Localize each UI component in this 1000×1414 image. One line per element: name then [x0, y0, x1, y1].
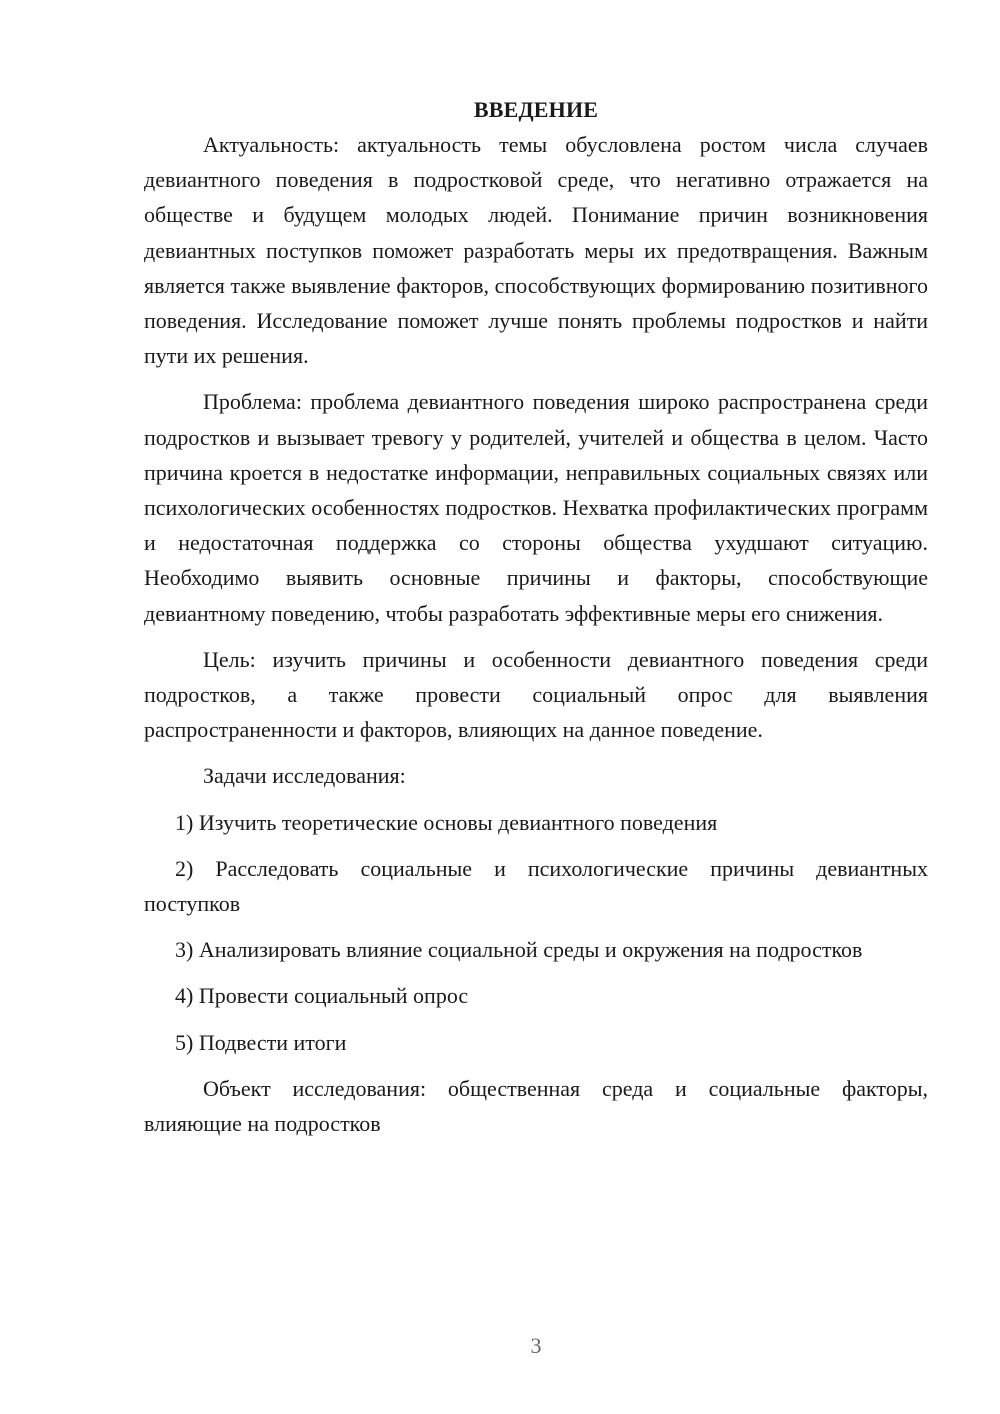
document-page — [144, 92, 928, 1141]
task-item-4: 4) Провести социальный опрос — [175, 983, 469, 1009]
goal-paragraph: Цель: изучить причины и особенности девиантного поведения среди подростков, а также провести социальный опрос для выявления распространенности и факторов, влияющих на данное поведение. — [144, 646, 928, 743]
task-item-5: 5) Подвести итоги — [175, 1029, 347, 1055]
task-item-2: 2) Расследовать социальные и психологические причины девиантных поступков — [144, 855, 928, 917]
page-number: 3 — [530, 1333, 542, 1358]
task-item-1: 1) Изучить теоретические основы девиантного поведения — [175, 809, 718, 835]
relevance-paragraph: Актуальность: актуальность темы обусловлена ростом числа случаев девиантного поведения в подростковой среде, что негативно отражается на обществе и будущем молодых людей. Понимание причин возникновения девиантных поступков поможет разработать меры их предотвращения. Важным является также выявление факторов, способствующих формированию позитивного поведения. Исследование поможет лучше понять проблемы подростков и найти пути их решения. — [144, 132, 928, 369]
tasks-title: Задачи исследования: — [203, 763, 406, 789]
task-item-3: 3) Анализировать влияние социальной среды и окружения на подростков — [175, 937, 863, 963]
section-heading: ВВЕДЕНИЕ — [473, 97, 599, 122]
object-paragraph: Объект исследования: общественная среда и социальные факторы, влияющие на подростков — [144, 1075, 928, 1137]
problem-paragraph: Проблема: проблема девиантного поведения широко распространена среди подростков и вызывает тревогу у родителей, учителей и общества в целом. Часто причина кроется в недостатке информации, неправильных социальных связях или психологических особенностях подростков. Нехватка профилактических программ и недостаточная поддержка со стороны общества ухудшают ситуацию. Необходимо выявить основные причины и факторы, способствующие девиантному поведению, чтобы разработать эффективные меры его снижения. — [144, 389, 928, 626]
